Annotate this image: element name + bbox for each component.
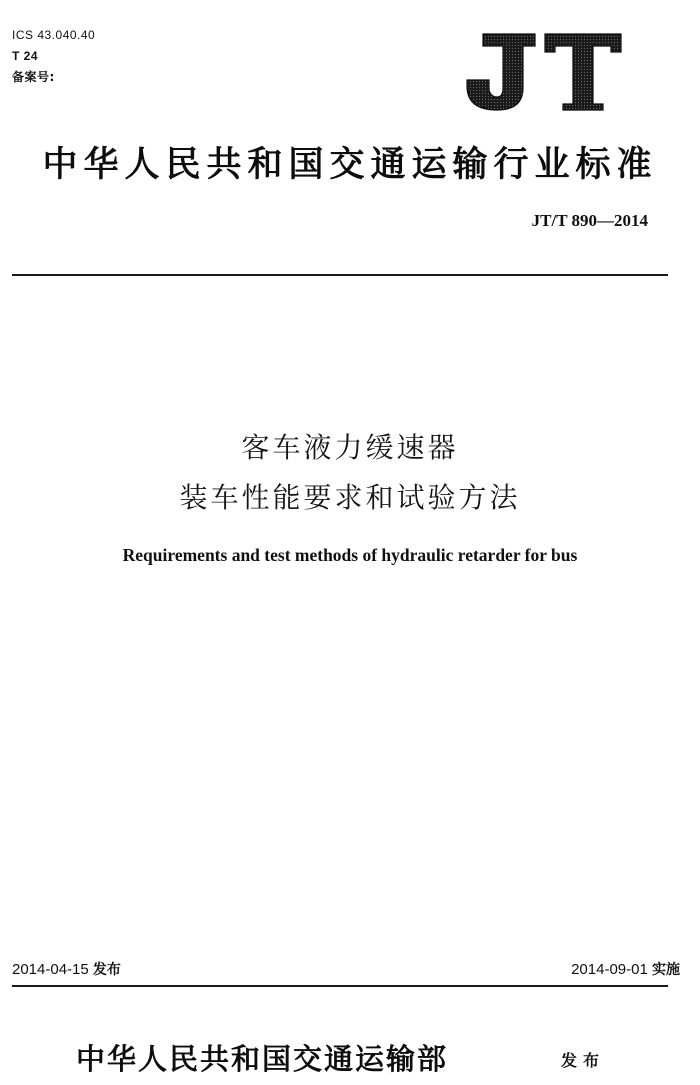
- top-divider: [12, 274, 668, 276]
- chinese-title-line-1: 客车液力缓速器: [241, 431, 459, 464]
- ics-code: ICS 43.040.40: [12, 28, 96, 42]
- chinese-title-line-2: 装车性能要求和试验方法: [179, 481, 521, 514]
- classification-code: T 24: [12, 49, 39, 63]
- bottom-divider: [12, 985, 668, 987]
- industry-standard-title: 中华人民共和国交通运输行业标准: [42, 144, 658, 185]
- implement-date-suffix: 实施: [652, 962, 680, 978]
- issuing-authority: 中华人民共和国交通运输部: [76, 1042, 449, 1076]
- record-number-label: 备案号:: [12, 70, 55, 84]
- implement-date-block: [571, 959, 680, 981]
- issue-date-block: [12, 959, 121, 981]
- issue-date-suffix: 发布: [92, 962, 121, 978]
- issue-date: 2014-04-15: [12, 961, 89, 978]
- implement-date: 2014-09-01: [571, 961, 648, 978]
- jt-logo: [463, 32, 623, 112]
- english-title: Requirements and test methods of hydraulic retarder for bus: [122, 545, 578, 565]
- issue-label: 发布: [561, 1051, 606, 1070]
- standard-number: JT/T 890—2014: [531, 211, 648, 230]
